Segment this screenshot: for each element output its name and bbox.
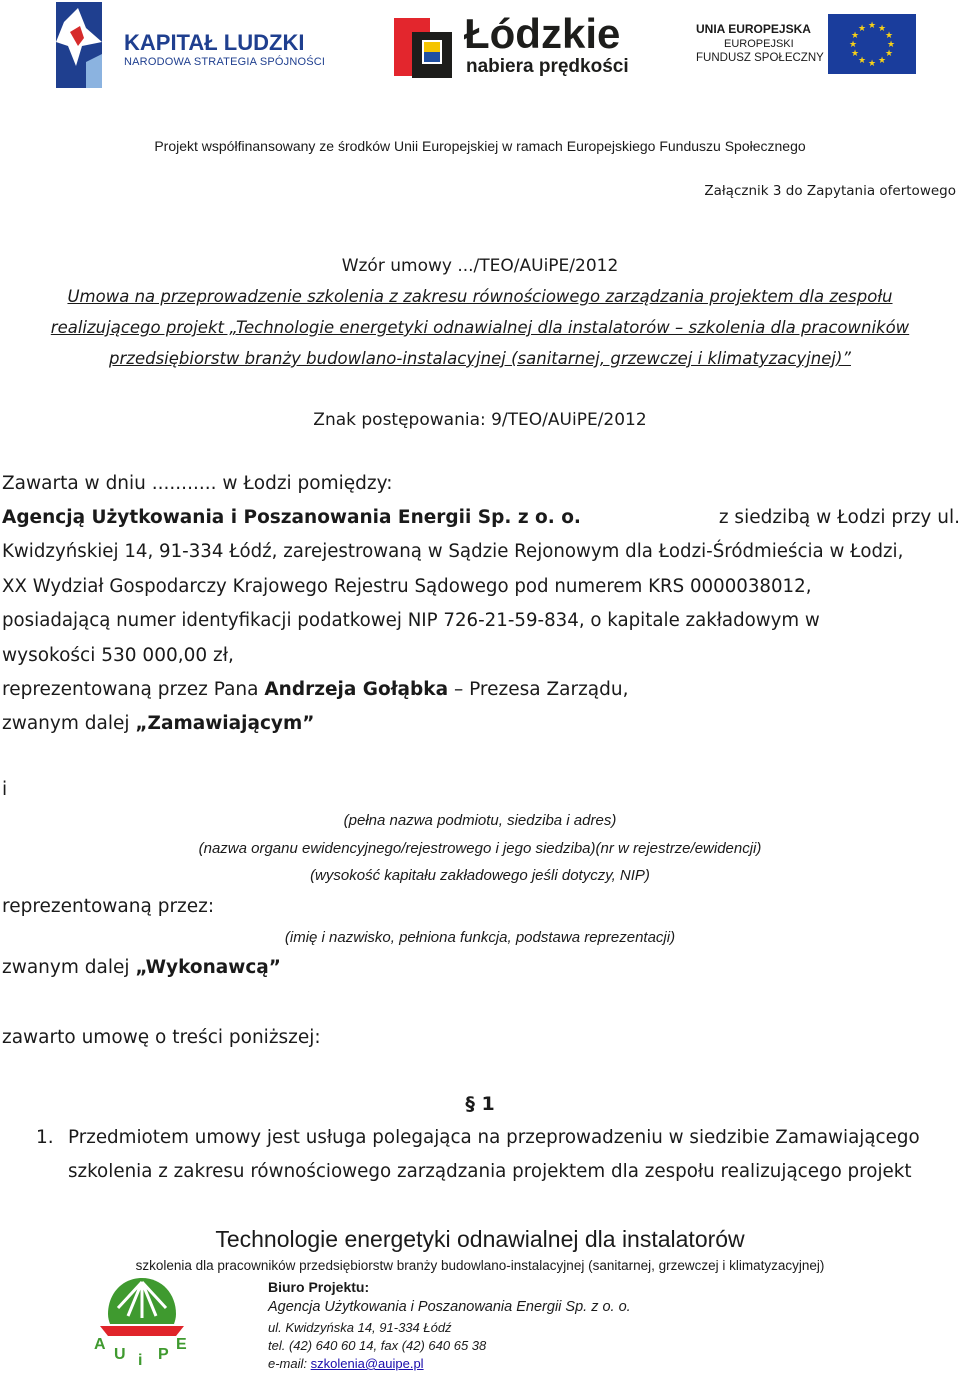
office-name: Agencja Użytkowania i Poszanowania Energii Sp. z o. o. <box>268 1299 631 1315</box>
representative2-line: reprezentowaną przez: <box>2 896 215 917</box>
cofinanced-note: Projekt współfinansowany ze środków Unii Europejskiej w ramach Europejskiego Funduszu Społecznego <box>154 138 806 154</box>
party1-name: Agencją Użytkowania i Poszanowania Energii Sp. z o. o. <box>2 507 581 528</box>
svg-text:★: ★ <box>857 24 867 34</box>
called-prefix: zwanym dalej <box>2 713 130 734</box>
lodzkie-logo <box>378 0 648 92</box>
office-email-line <box>268 1356 424 1371</box>
svg-text:★: ★ <box>884 31 894 41</box>
email-link[interactable]: szkolenia@auipe.pl <box>310 1356 424 1371</box>
svg-text:★: ★ <box>850 49 860 59</box>
title-line-2: realizującego projekt „Technologie energetyki odnawialnej dla instalatorów – szkolenia dla pracowników <box>50 318 910 337</box>
svg-text:★: ★ <box>877 56 887 66</box>
svg-text:★: ★ <box>886 40 896 50</box>
svg-text:★: ★ <box>867 59 877 69</box>
item1-line-2: szkolenia z zakresu równościowego zarządzania projektem dla zespołu realizującego projekt <box>68 1161 912 1182</box>
office-label: Biuro Projektu: <box>268 1279 370 1295</box>
hint-capital: (wysokość kapitału zakładowego jeśli dotyczy, NIP) <box>310 867 650 884</box>
concluded2-line: zawarto umowę o treści poniższej: <box>2 1027 321 1048</box>
rep-name: Andrzeja Gołąbka <box>264 679 449 700</box>
party1-line-3: XX Wydział Gospodarczy Krajowego Rejestru Sądowego pod numerem KRS 0000038012, <box>2 576 812 597</box>
item1-line-1: Przedmiotem umowy jest usługa polegająca na przeprowadzeniu w siedzibie Zamawiającego <box>68 1127 920 1148</box>
section-heading: § 1 <box>465 1093 495 1115</box>
auipe-letter-p: P <box>158 1346 169 1363</box>
and-word: i <box>2 779 8 800</box>
footer-project-subtitle: szkolenia dla pracowników przedsiębiorstw branży budowlano-instalacyjnej (sanitarnej, grzewczej i klimatyzacyjnej) <box>135 1258 825 1273</box>
called2-name: „Wykonawcą” <box>135 957 281 978</box>
auipe-letter-e: E <box>176 1336 187 1353</box>
party1-line-1 <box>2 507 960 528</box>
office-phone: tel. (42) 640 60 14, fax (42) 640 65 38 <box>268 1338 487 1353</box>
lodzkie-subtitle: nabiera prędkości <box>466 56 629 77</box>
auipe-letter-i: i <box>138 1352 143 1369</box>
ordering-party-line <box>2 713 960 734</box>
footer-project-title: Technologie energetyki odnawialnej dla instalatorów <box>215 1226 745 1252</box>
hint-representation: (imię i nazwisko, pełniona funkcja, podstawa reprezentacji) <box>284 929 676 946</box>
kapital-ludzki-logo <box>52 0 332 90</box>
svg-text:★: ★ <box>867 21 877 31</box>
party1-line-4: posiadającą numer identyfikacji podatkowej NIP 726-21-59-834, o kapitale zakładowym w <box>2 610 820 631</box>
concluded-line: Zawarta w dniu ........... w Łodzi pomiędzy: <box>2 473 393 494</box>
contractor-line <box>2 957 960 978</box>
rep-prefix: reprezentowaną przez Pana <box>2 679 259 700</box>
auipe-letter-a: A <box>94 1336 106 1353</box>
rep-suffix: – Prezesa Zarządu, <box>453 679 629 700</box>
office-address: ul. Kwidzyńska 14, 91-334 Łódź <box>268 1320 452 1335</box>
case-mark: Znak postępowania: 9/TEO/AUiPE/2012 <box>313 410 647 430</box>
eu-logo <box>696 14 918 76</box>
eu-flag-icon <box>828 14 916 74</box>
lodzkie-title: Łódzkie <box>464 10 621 57</box>
svg-text:★: ★ <box>848 40 858 50</box>
svg-text:★: ★ <box>877 24 887 34</box>
svg-text:★: ★ <box>857 56 867 66</box>
contract-number: Wzór umowy .../TEO/AUiPE/2012 <box>341 256 619 276</box>
party1-line-5: wysokości 530 000,00 zł, <box>2 645 234 666</box>
attachment-label: Załącznik 3 do Zapytania ofertowego <box>704 183 956 199</box>
auipe-logo <box>92 1272 192 1372</box>
party1-line-2: Kwidzyńskiej 14, 91-334 Łódź, zarejestrowaną w Sądzie Rejonowym dla Łodzi-Śródmieścia w Łodzi, <box>2 541 904 562</box>
kl-subtitle: NARODOWA STRATEGIA SPÓJNOŚCI <box>124 56 326 68</box>
item1-number: 1. <box>36 1127 54 1148</box>
svg-text:★: ★ <box>850 31 860 41</box>
auipe-letter-u: U <box>114 1346 126 1363</box>
lodzkie-emblem-icon <box>394 12 460 92</box>
ue-line1: UNIA EUROPEJSKA <box>696 22 811 36</box>
kapital-ludzki-emblem-icon <box>56 2 126 90</box>
title-line-1: Umowa na przeprowadzenie szkolenia z zakresu równościowego zarządzania projektem dla zespołu <box>67 287 893 306</box>
kl-title: KAPITAŁ LUDZKI <box>124 30 305 55</box>
email-label: e-mail: <box>268 1356 308 1371</box>
hint-register: (nazwa organu ewidencyjnego/rejestrowego i jego siedziba)(nr w rejestrze/ewidencji) <box>198 840 762 857</box>
title-line-3: przedsiębiorstw branży budowlano-instalacyjnej (sanitarnej, grzewczej i klimatyzacyjnej)” <box>109 349 851 368</box>
called2-prefix: zwanym dalej <box>2 957 130 978</box>
party1-seat: z siedzibą w Łodzi przy ul. <box>718 507 960 528</box>
svg-text:★: ★ <box>884 49 894 59</box>
ue-line3: FUNDUSZ SPOŁECZNY <box>696 52 824 64</box>
representative-line <box>2 679 960 700</box>
called-name: „Zamawiającym” <box>135 713 315 734</box>
ue-line2: EUROPEJSKI <box>724 38 794 50</box>
hint-entity: (pełna nazwa podmiotu, siedziba i adres) <box>343 812 617 829</box>
